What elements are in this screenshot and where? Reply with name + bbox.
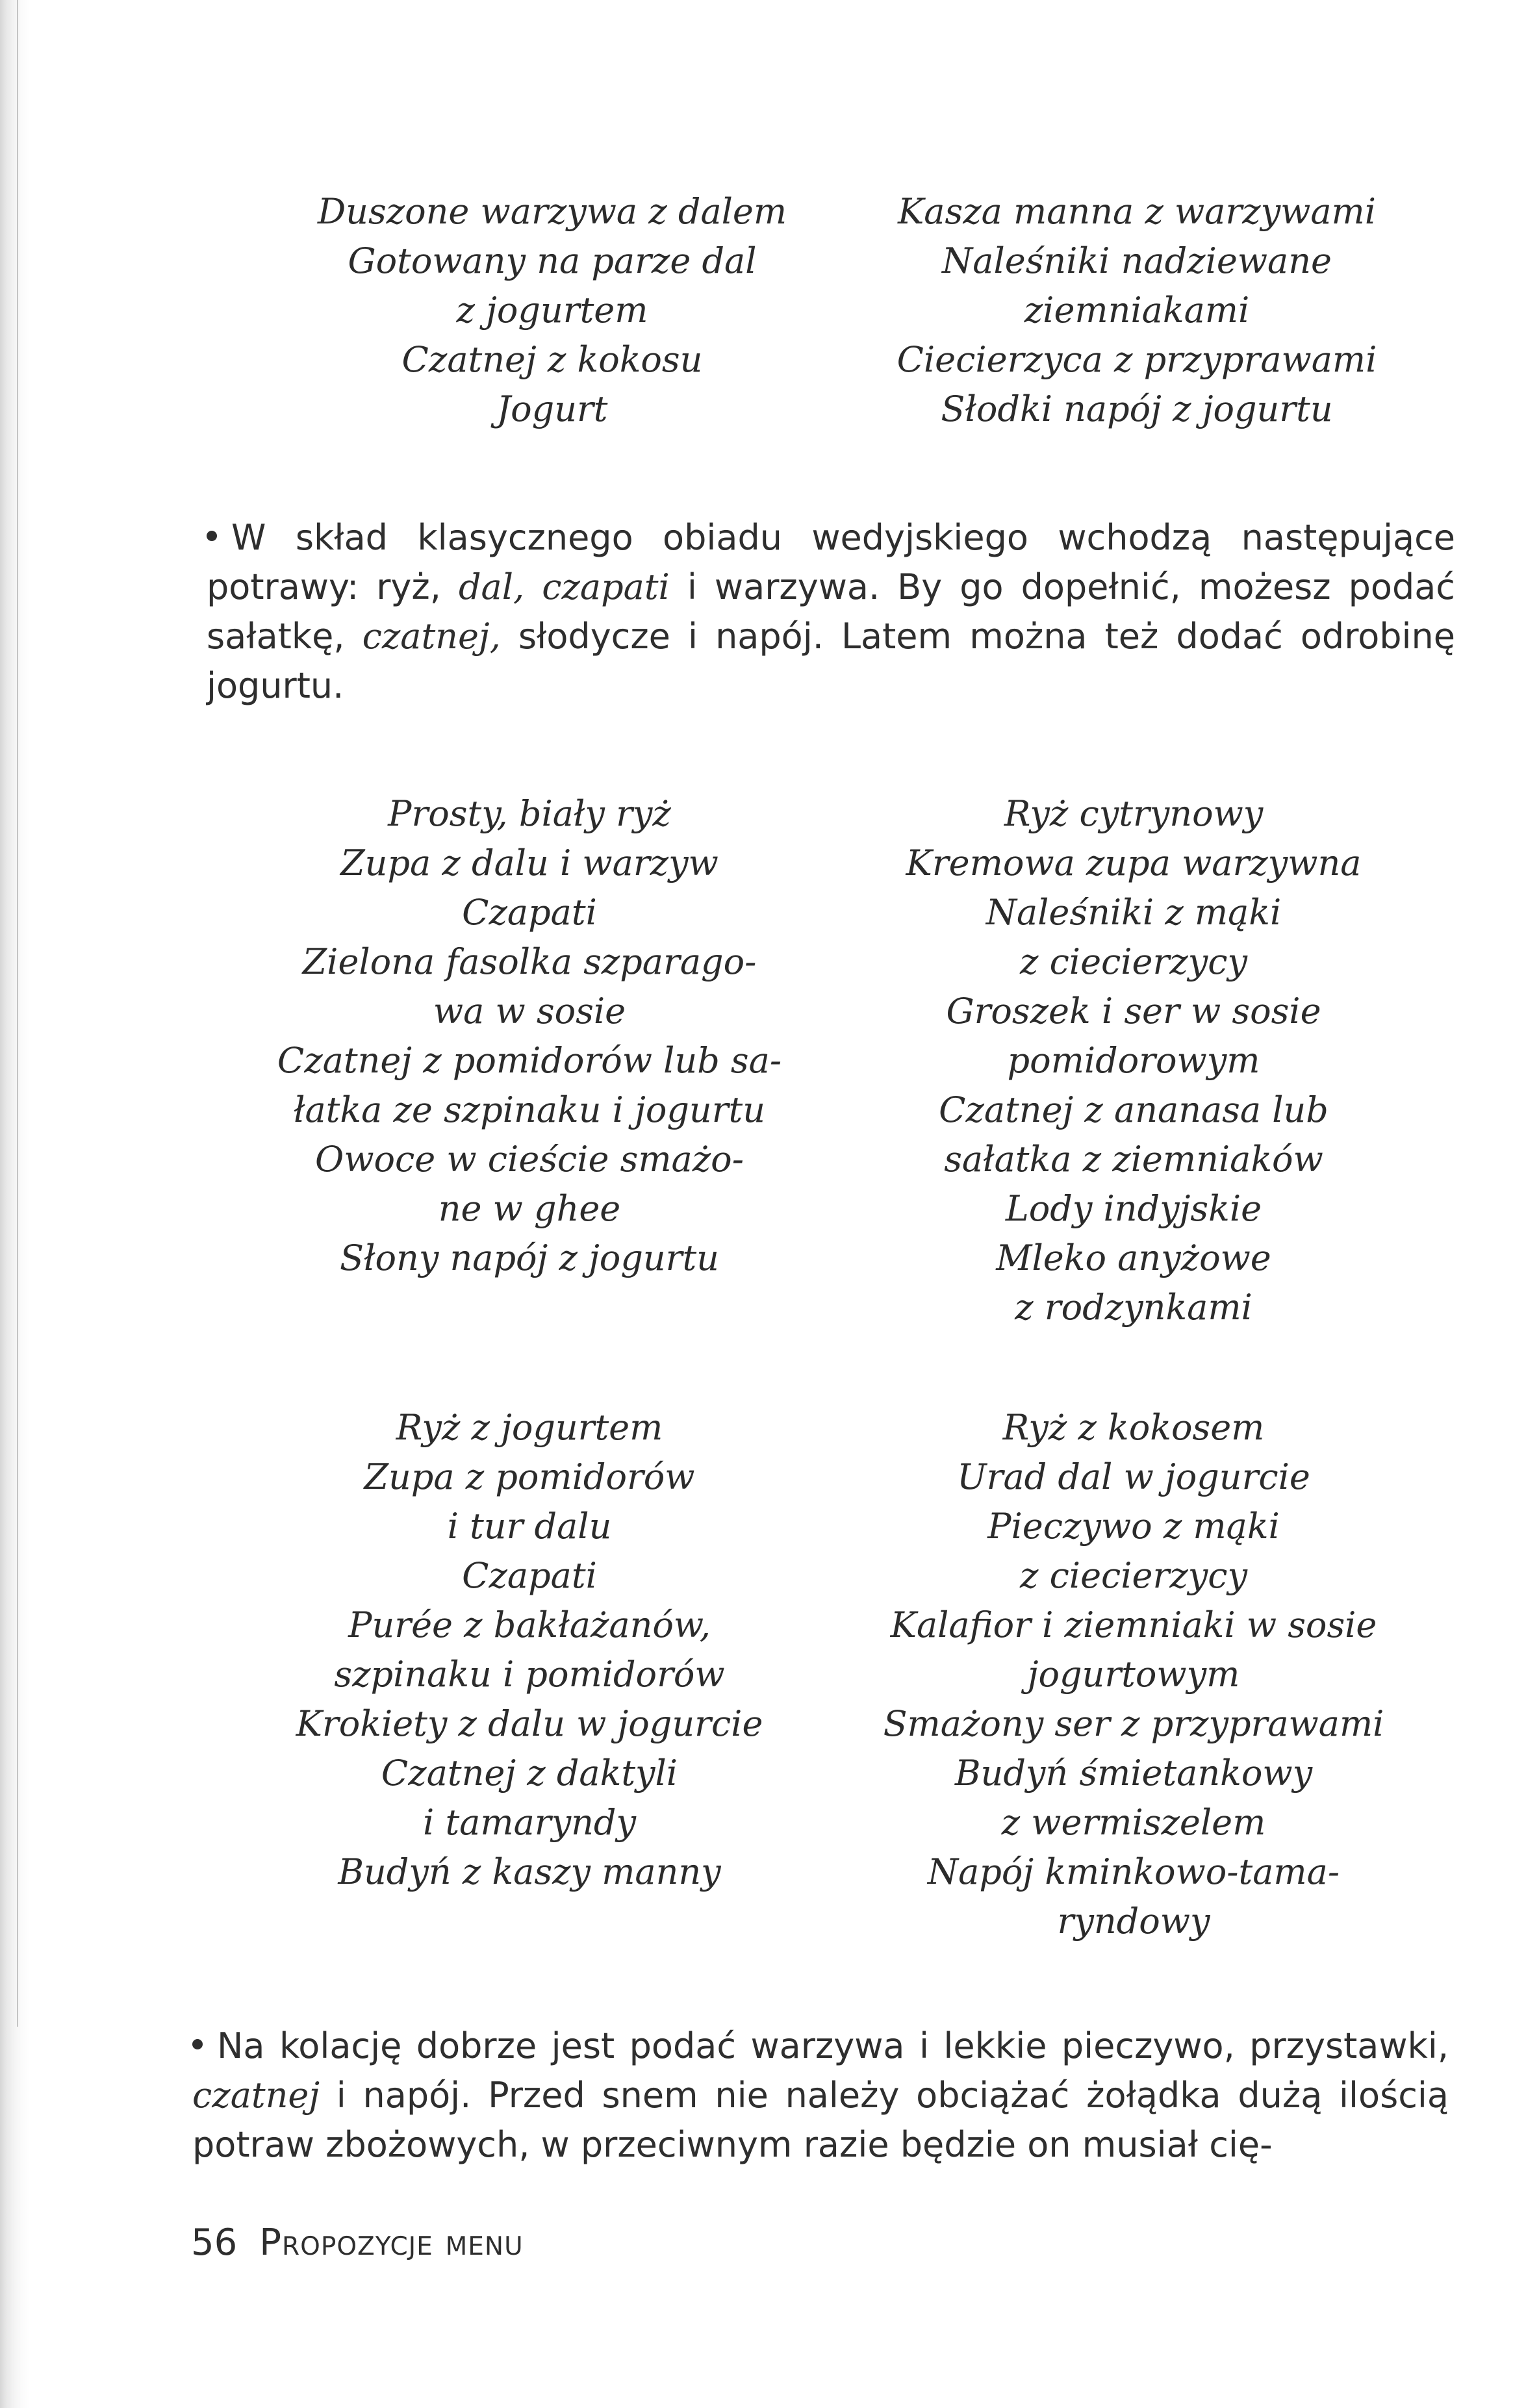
paragraph-dinner bbox=[192, 2021, 1449, 2170]
menu-item: Gotowany na parze dal bbox=[348, 240, 757, 281]
bullet-icon bbox=[192, 2039, 203, 2049]
menu-item: Ryż cytrynowy bbox=[1004, 793, 1264, 834]
menu-item: Czapati bbox=[462, 1555, 597, 1596]
menu-item: Słony napój z jogurtu bbox=[340, 1237, 719, 1278]
menu-item: Groszek i ser w sosie bbox=[946, 991, 1321, 1032]
menu-item: z ciecierzycy bbox=[1019, 941, 1248, 982]
menu-item: Pieczywo z mąki bbox=[987, 1506, 1280, 1547]
menu-item: Mleko anyżowe bbox=[996, 1237, 1271, 1278]
menu-item: Ryż z kokosem bbox=[1002, 1407, 1265, 1448]
menu-item: jogurtowym bbox=[1027, 1654, 1240, 1695]
menu-item: Lody indyjskie bbox=[1005, 1188, 1262, 1229]
menu-item: Smażony ser z przyprawami bbox=[883, 1703, 1384, 1744]
para2-text-1: Na kolację dobrze jest podać warzywa i lekkie pieczywo, przystawki, bbox=[217, 2025, 1449, 2066]
menu-item: łatka ze szpinaku i jogurtu bbox=[293, 1089, 766, 1130]
menu-item: Naleśniki z mąki bbox=[986, 892, 1282, 933]
menu-column-right bbox=[845, 789, 1423, 1332]
menu-item: Czapati bbox=[462, 892, 597, 933]
menu-item: Kalafior i ziemniaki w sosie bbox=[890, 1604, 1377, 1645]
paragraph-lunch bbox=[207, 513, 1455, 711]
menu-item: Budyń z kaszy manny bbox=[338, 1851, 721, 1892]
menu-item: Kasza manna z warzywami bbox=[897, 191, 1377, 232]
menu-column-left bbox=[240, 789, 819, 1332]
menu-item: Zielona fasolka szparago- bbox=[302, 941, 757, 982]
para2-text-2: i napój. Przed snem nie należy obciążać żołądka dużą ilością potraw zbożowych, w przeciwnym razie będzie on musiał cię- bbox=[192, 2075, 1449, 2165]
page-footer bbox=[191, 2222, 524, 2264]
menu-item: z jogurtem bbox=[456, 290, 648, 331]
menu-item: Zupa z dalu i warzyw bbox=[340, 843, 718, 883]
menu-column-left bbox=[240, 1403, 819, 1946]
para1-emph-1: dal, czapati bbox=[458, 566, 670, 607]
menu-column-left bbox=[273, 187, 832, 434]
menu-item: ryndowy bbox=[1057, 1901, 1210, 1942]
menu-item: Napój kminkowo-tama- bbox=[927, 1851, 1340, 1892]
menu-item: Jogurt bbox=[496, 388, 608, 429]
menu-block-2 bbox=[240, 789, 1423, 1332]
para1-text-3: słodycze i napój. Latem można też dodać odrobinę jogurtu. bbox=[207, 616, 1455, 706]
menu-item: Czatnej z daktyli bbox=[381, 1753, 678, 1793]
menu-item: Krokiety z dalu w jogurcie bbox=[296, 1703, 763, 1744]
menu-item: Ciecierzyca z przyprawami bbox=[897, 339, 1377, 380]
menu-item: Czatnej z pomidorów lub sa- bbox=[277, 1040, 782, 1081]
menu-item: Słodki napój z jogurtu bbox=[941, 388, 1333, 429]
menu-item: sałatka z ziemniaków bbox=[944, 1139, 1323, 1180]
menu-item: z wermiszelem bbox=[1001, 1802, 1266, 1843]
menu-item: szpinaku i pomidorów bbox=[334, 1654, 725, 1695]
menu-item: i tamaryndy bbox=[423, 1802, 636, 1843]
menu-item: Urad dal w jogurcie bbox=[957, 1456, 1310, 1497]
book-spine-shadow bbox=[0, 0, 30, 2408]
spine-edge-line bbox=[17, 0, 18, 2027]
menu-block-3 bbox=[240, 1403, 1423, 1946]
menu-item: Budyń śmietankowy bbox=[954, 1753, 1313, 1793]
menu-item: ziemniakami bbox=[1024, 290, 1250, 331]
section-title: Propozycje menu bbox=[259, 2222, 524, 2264]
menu-item: Zupa z pomidorów bbox=[364, 1456, 695, 1497]
menu-item: z rodzynkami bbox=[1015, 1287, 1253, 1328]
menu-item: Czatnej z ananasa lub bbox=[939, 1089, 1329, 1130]
menu-column-right bbox=[858, 187, 1416, 434]
menu-item: Czatnej z kokosu bbox=[401, 339, 703, 380]
menu-item: Owoce w cieście smażo- bbox=[315, 1139, 744, 1180]
menu-item: i tur dalu bbox=[447, 1506, 612, 1547]
menu-item: Duszone warzywa z dalem bbox=[317, 191, 787, 232]
menu-item: Naleśniki nadziewane bbox=[942, 240, 1332, 281]
para1-text-1: W skład klasycznego obiadu wedyjskiego wchodzą następujące potrawy: ryż, bbox=[207, 517, 1455, 607]
bullet-icon bbox=[207, 531, 217, 541]
menu-item: ne w ghee bbox=[438, 1188, 621, 1229]
menu-block-1 bbox=[273, 187, 1416, 434]
para1-text-2: i warzywa. By go dopełnić, możesz podać sałatkę, bbox=[207, 566, 1455, 657]
menu-column-right bbox=[845, 1403, 1423, 1946]
para1-emph-2: czatnej, bbox=[362, 616, 501, 657]
menu-item: wa w sosie bbox=[433, 991, 626, 1032]
menu-item: Kremowa zupa warzywna bbox=[906, 843, 1362, 883]
page-number: 56 bbox=[191, 2222, 238, 2264]
menu-item: Ryż z jogurtem bbox=[396, 1407, 663, 1448]
menu-item: Purée z bakłażanów, bbox=[348, 1604, 711, 1645]
menu-item: Prosty, biały ryż bbox=[388, 793, 671, 834]
menu-item: pomidorowym bbox=[1007, 1040, 1260, 1081]
para2-emph-1: czatnej bbox=[192, 2075, 320, 2116]
menu-item: z ciecierzycy bbox=[1019, 1555, 1248, 1596]
